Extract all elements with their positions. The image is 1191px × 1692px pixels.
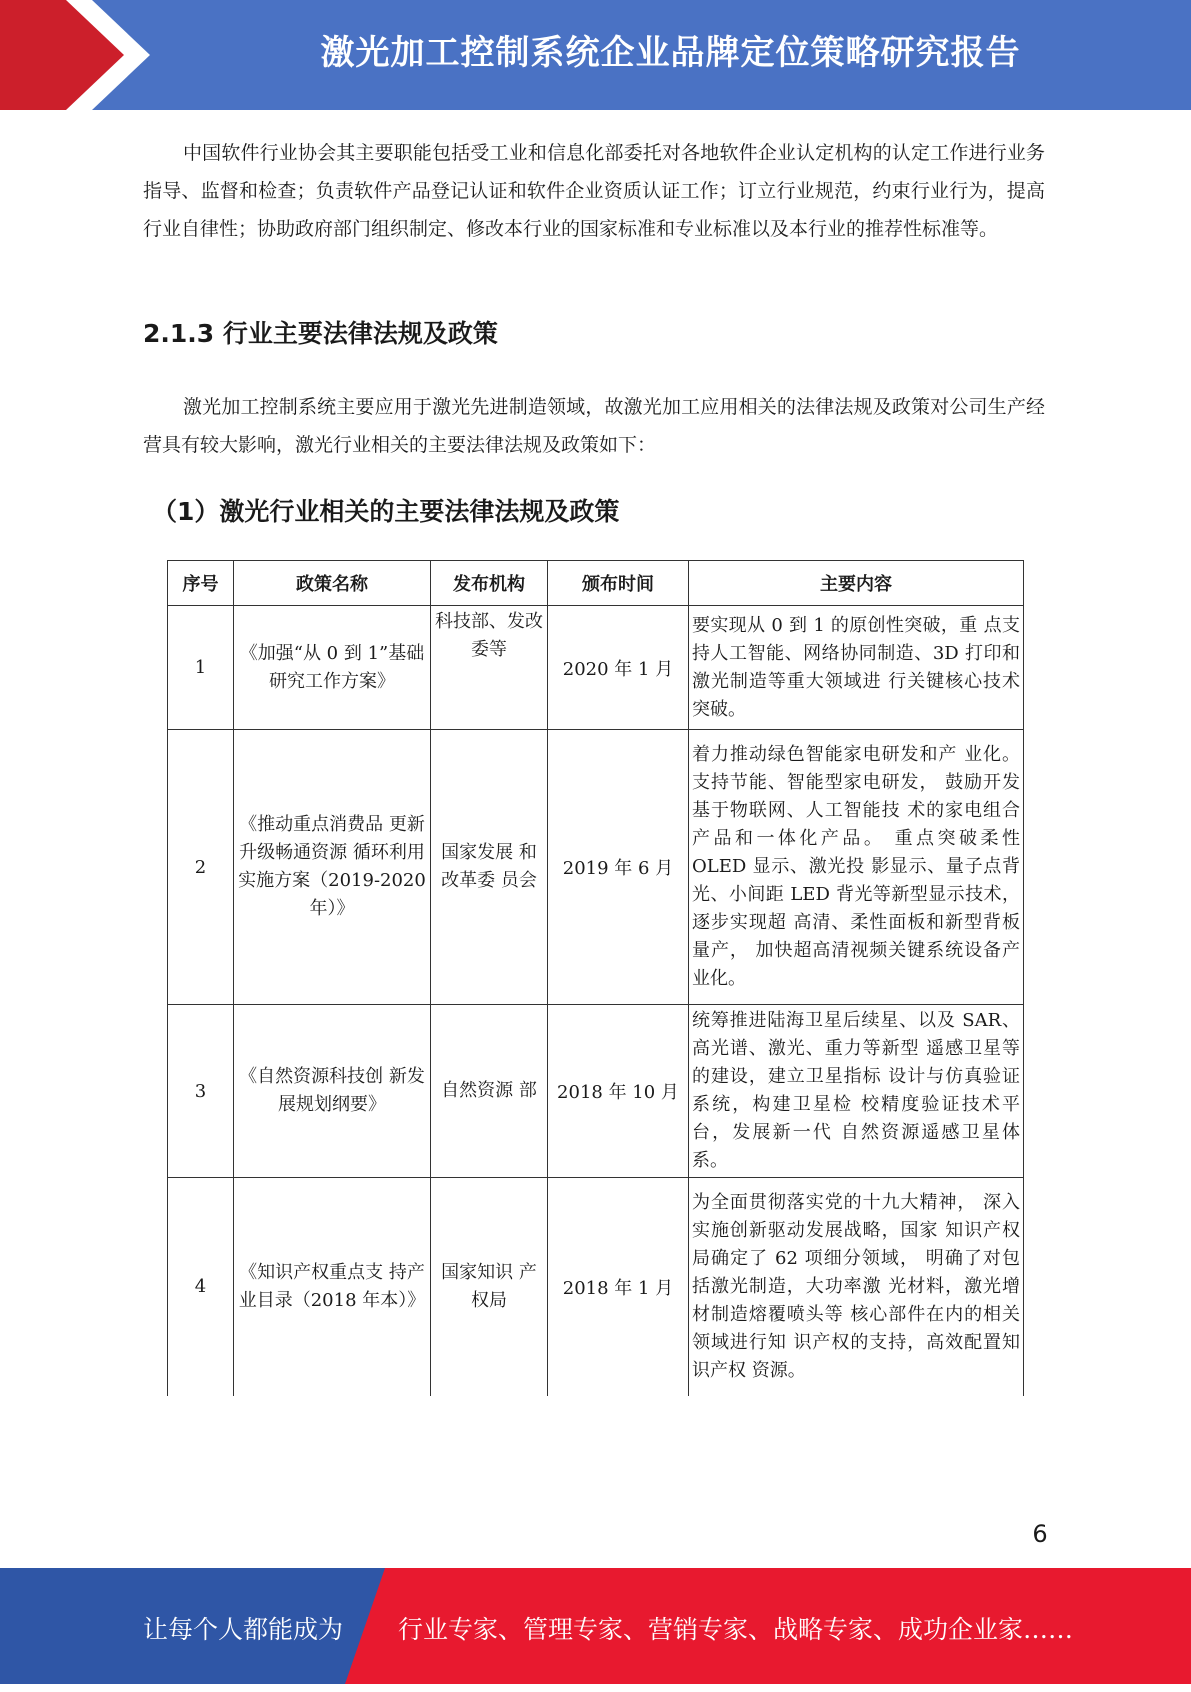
cell-policy-name: 《自然资源科技创 新发展规划纲要》 [234,1005,431,1178]
section-heading: 2.1.3 行业主要法律法规及政策 [143,319,498,348]
cell-issuer: 科技部、发改委等 [431,606,548,730]
cell-content: 要实现从 0 到 1 的原创性突破，重 点支持人工智能、网络协同制造、3D 打印和激光制造等重大领域进 行关键核心技术突破。 [689,606,1024,730]
table-header-row [168,561,1024,606]
section-paragraph: 激光加工控制系统主要应用于激光先进制造领域，故激光加工应用相关的法律法规及政策对公司生产经营具有较大影响，激光行业相关的主要法律法规及政策如下： [143,396,1045,456]
cell-no: 1 [168,606,234,730]
cell-policy-name: 《知识产权重点支 持产业目录（2018 年本）》 [234,1178,431,1396]
cell-no: 3 [168,1005,234,1178]
cell-issuer: 国家知识 产权局 [431,1178,548,1396]
footer-slogan-right: 行业专家、管理专家、营销专家、战略专家、成功企业家…… [398,1615,1074,1644]
table-row [168,606,1024,730]
cell-date: 2018 年 1 月 [548,1178,689,1396]
page-header [0,0,1191,110]
header-arrow-decoration [0,0,160,110]
cell-content: 统筹推进陆海卫星后续星、以及 SAR、高光谱、激光、重力等新型 遥感卫星等的建设，建立卫星指标 设计与仿真验证系统，构建卫星检 校精度验证技术平台，发展新一代 自然资源遥感卫星体系。 [689,1005,1024,1178]
table-row [168,1178,1024,1396]
footer-slogan-left: 让每个人都能成为 [143,1615,344,1644]
table-row [168,1005,1024,1178]
cell-date: 2020 年 1 月 [548,606,689,730]
header-issuer: 发布机构 [431,561,548,606]
cell-policy-name: 《加强“从 0 到 1”基础研究工作方案》 [234,606,431,730]
header-no: 序号 [168,561,234,606]
cell-issuer: 国家发展 和改革委 员会 [431,730,548,1005]
cell-policy-name: 《推动重点消费品 更新升级畅通资源 循环利用实施方案（2019-2020 年）》 [234,730,431,1005]
subsection-heading: （1）激光行业相关的主要法律法规及政策 [152,497,620,526]
policy-table [167,560,1024,1396]
header-policy-name: 政策名称 [234,561,431,606]
cell-no: 4 [168,1178,234,1396]
header-date: 颁布时间 [548,561,689,606]
cell-issuer: 自然资源 部 [431,1005,548,1178]
cell-date: 2019 年 6 月 [548,730,689,1005]
table-row [168,730,1024,1005]
cell-content: 为全面贯彻落实党的十九大精神， 深入实施创新驱动发展战略，国家 知识产权局确定了 62 项细分领域， 明确了对包括激光制造，大功率激 光材料，激光增材制造熔覆喷头等 核心部件在内的相关领域进行知 识产权的支持，高效配置知识产权 资源。 [689,1178,1024,1396]
report-title: 激光加工控制系统企业品牌定位策略研究报告 [320,33,1021,73]
header-content: 主要内容 [689,561,1024,606]
cell-content: 着力推动绿色智能家电研发和产 业化。支持节能、智能型家电研发， 鼓励开发基于物联网、人工智能技 术的家电组合产品和一体化产品。 重点突破柔性 OLED 显示、激光投 影显示、量子点背光、小间距 LED 背光等新型显示技术，逐步实现超 高清、柔性面板和新型背板量产， 加快超高清视频关键系统设备产 业化。 [689,730,1024,1005]
page-number: 6 [1032,1520,1048,1548]
page-footer [0,1568,1191,1684]
cell-date: 2018 年 10 月 [548,1005,689,1178]
cell-no: 2 [168,730,234,1005]
intro-paragraph: 中国软件行业协会其主要职能包括受工业和信息化部委托对各地软件企业认定机构的认定工作进行业务指导、监督和检查；负责软件产品登记认证和软件企业资质认证工作；订立行业规范，约束行业行为，提高行业自律性；协助政府部门组织制定、修改本行业的国家标准和专业标准以及本行业的推荐性标准等。 [143,142,1045,240]
